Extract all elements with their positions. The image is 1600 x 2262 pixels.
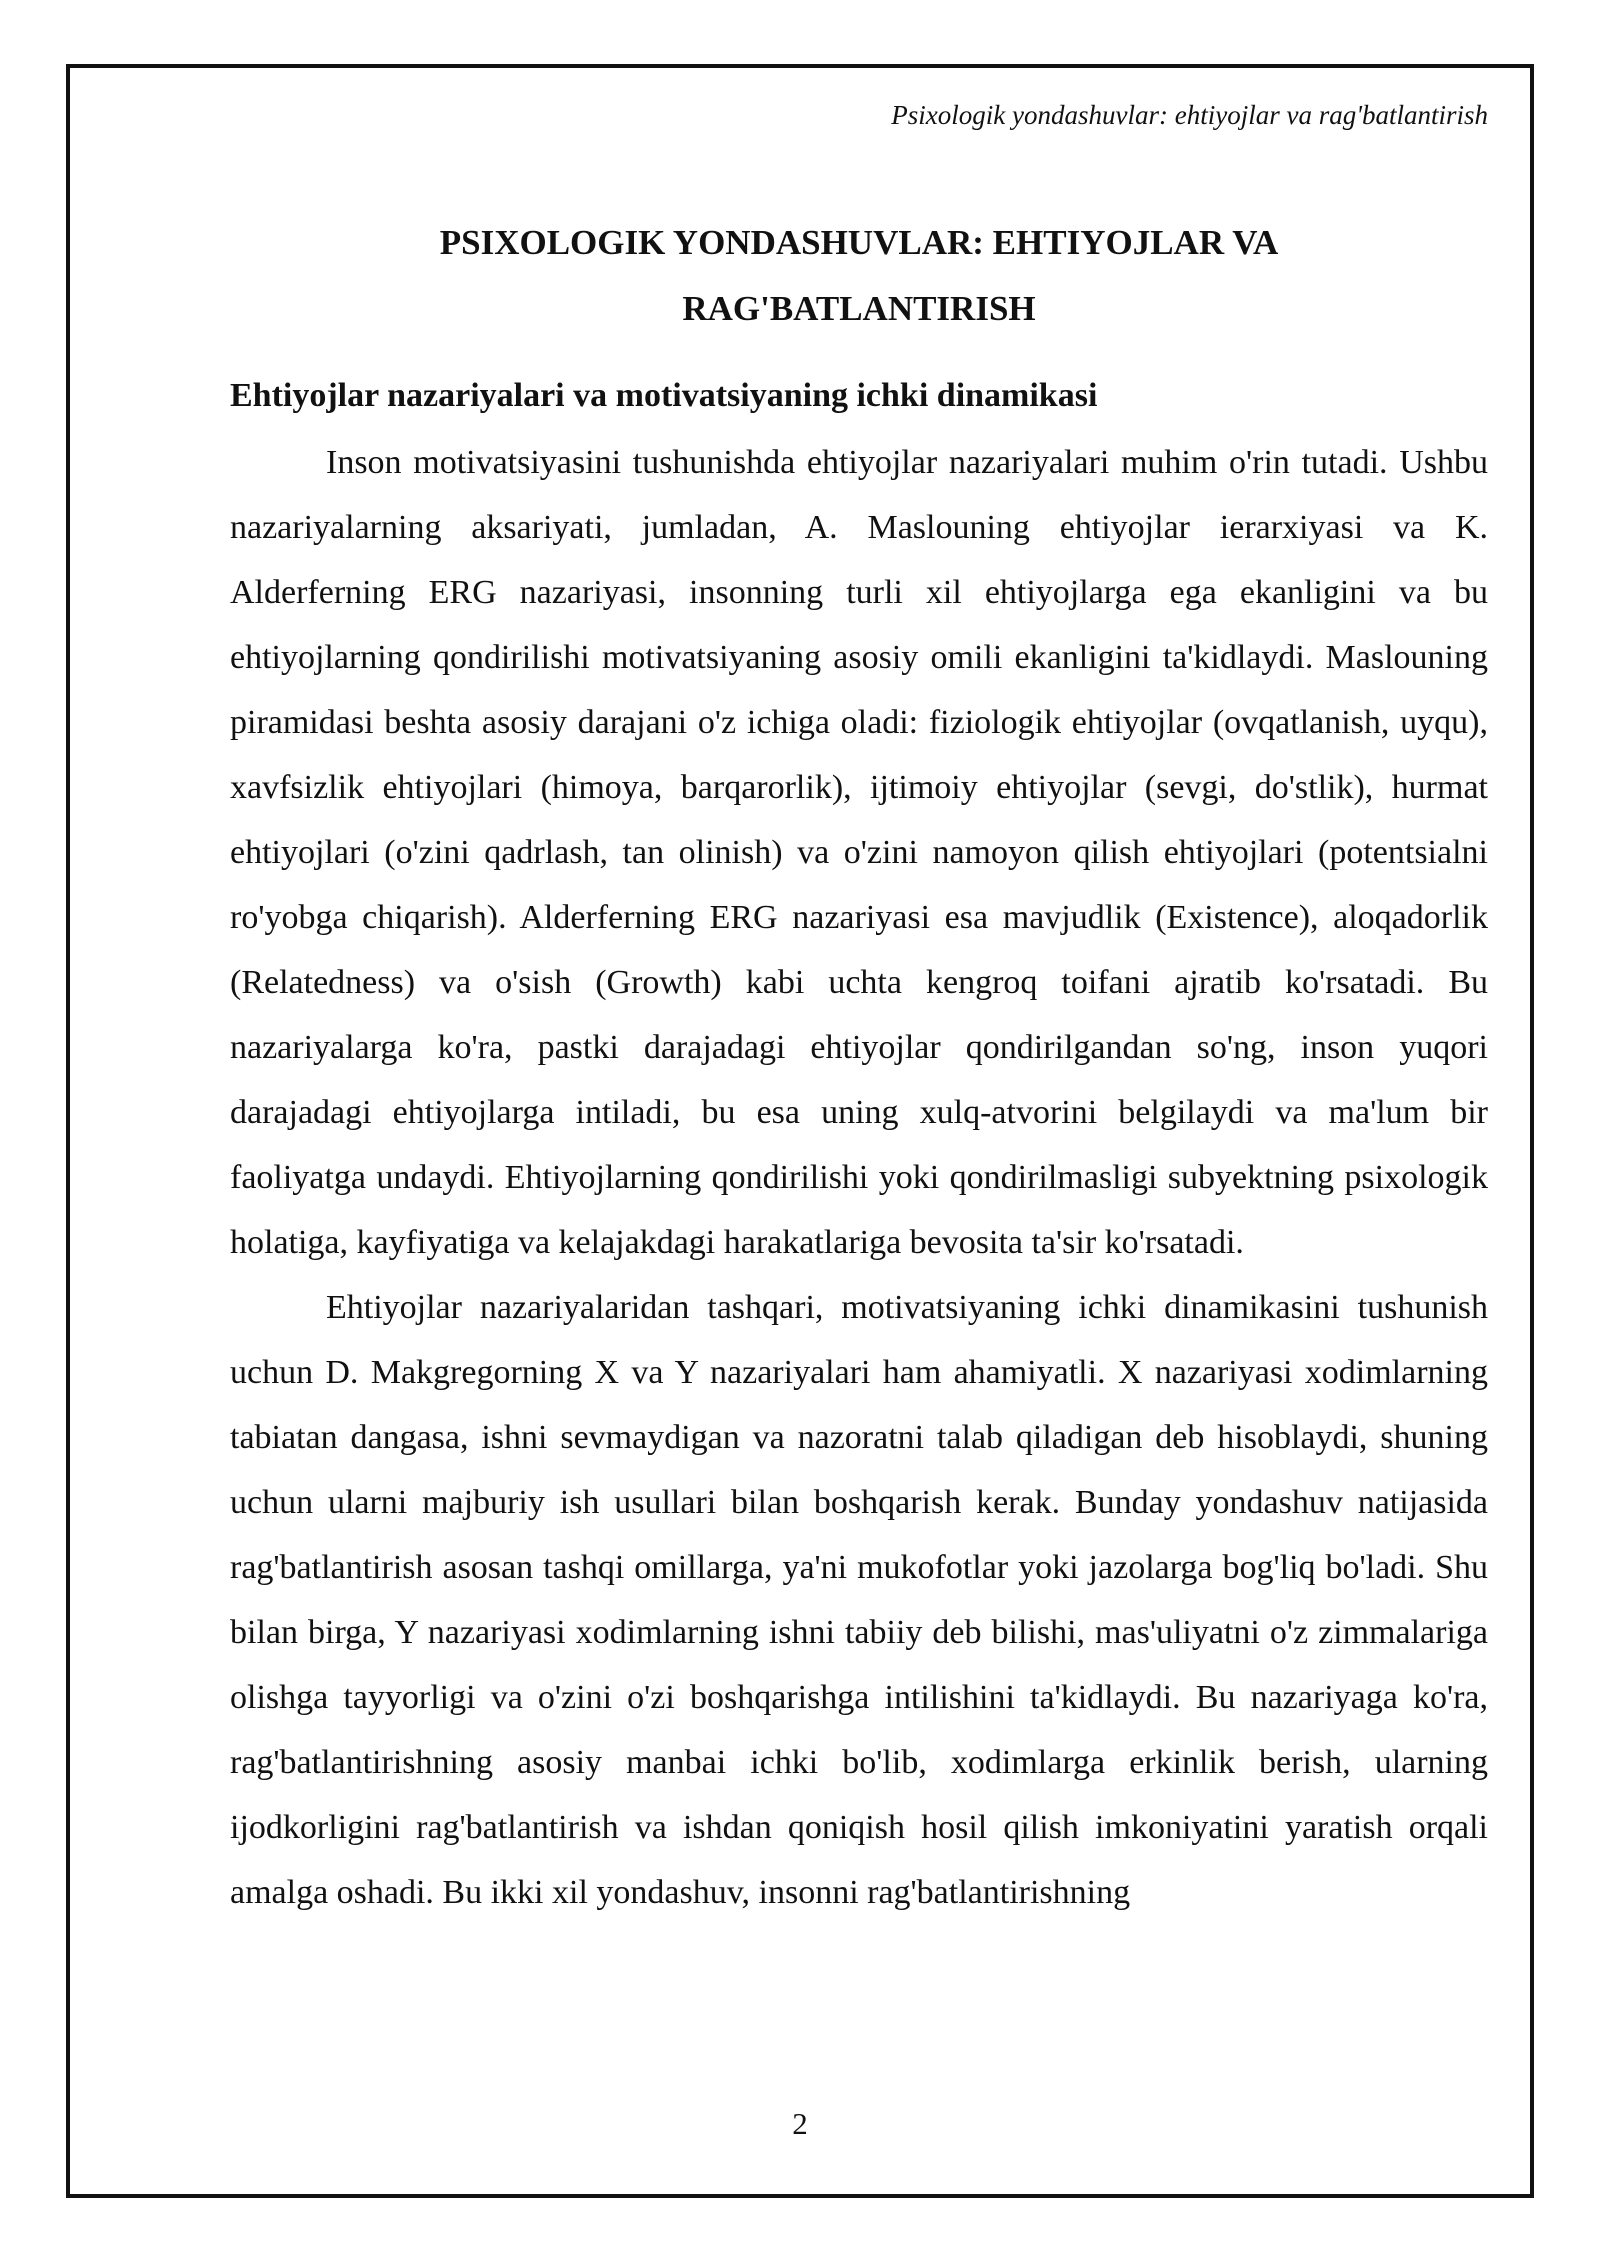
paragraph-1: Inson motivatsiyasini tushunishda ehtiyojlar nazariyalari muhim o'rin tutadi. Ushbu nazariyalarning aksariyati, jumladan, A. Maslouning ehtiyojlar ierarxiyasi va K. Alderferning ERG nazariyasi, insonning turli xil ehtiyojlarga ega ekanligini va bu ehtiyojlarning qondirilishi motivatsiyaning asosiy omili ekanligini ta'kidlaydi. Maslouning piramidasi beshta asosiy darajani o'z ichiga oladi: fiziologik ehtiyojlar (ovqatlanish, uyqu), xavfsizlik ehtiyojlari (himoya, barqarorlik), ijtimoiy ehtiyojlar (sevgi, do'stlik), hurmat ehtiyojlari (o'zini qadrlash, tan olinish) va o'zini namoyon qilish ehtiyojlari (potentsialni ro'yobga chiqarish). Alderferning ERG nazariyasi esa mavjudlik (Existence), aloqadorlik (Relatedness) va o'sish (Growth) kabi uchta kengroq toifani ajratib ko'rsatadi. Bu nazariyalarga ko'ra, pastki darajadagi ehtiyojlar qondirilgandan so'ng, inson yuqori darajadagi ehtiyojlarga intiladi, bu esa uning xulq-atvorini belgilaydi va ma'lum bir faoliyatga undaydi. Ehtiyojlarning qondirilishi yoki qondirilmasligi subyektning psixologik holatiga, kayfiyatiga va kelajakdagi harakatlariga bevosita ta'sir ko'rsatadi.	[230, 444, 1488, 1261]
section-heading: Ehtiyojlar nazariyalari va motivatsiyaning ichki dinamikasi	[230, 377, 1098, 414]
paragraph-2: Ehtiyojlar nazariyalaridan tashqari, motivatsiyaning ichki dinamikasini tushunish uchun D. Makgregorning X va Y nazariyalari ham ahamiyatli. X nazariyasi xodimlarning tabiatan dangasa, ishni sevmaydigan va nazoratni talab qiladigan deb hisoblaydi, shuning uchun ularni majburiy ish usullari bilan boshqarish kerak. Bunday yondashuv natijasida rag'batlantirish asosan tashqi omillarga, ya'ni mukofotlar yoki jazolarga bog'liq bo'ladi. Shu bilan birga, Y nazariyasi xodimlarning ishni tabiiy deb bilishi, mas'uliyatni o'z zimmalariga olishga tayyorligi va o'zini o'zi boshqarishga intilishini ta'kidlaydi. Bu nazariyaga ko'ra, rag'batlantirishning asosiy manbai ichki bo'lib, xodimlarga erkinlik berish, ularning ijodkorligini rag'batlantirish va ishdan qoniqish hosil qilish imkoniyatini yaratish orqali amalga oshadi. Bu ikki xil yondashuv, insonni rag'batlantirishning	[230, 1289, 1488, 1911]
document-body	[230, 210, 1488, 1925]
document-title-line-1: PSIXOLOGIK YONDASHUVLAR: EHTIYOJLAR VA	[439, 223, 1279, 262]
document-title-line-2: RAG'BATLANTIRISH	[682, 289, 1036, 328]
running-header: Psixologik yondashuvlar: ehtiyojlar va rag'batlantirish	[891, 100, 1488, 130]
page-number: 2	[792, 2106, 808, 2141]
document-title	[230, 210, 1488, 342]
